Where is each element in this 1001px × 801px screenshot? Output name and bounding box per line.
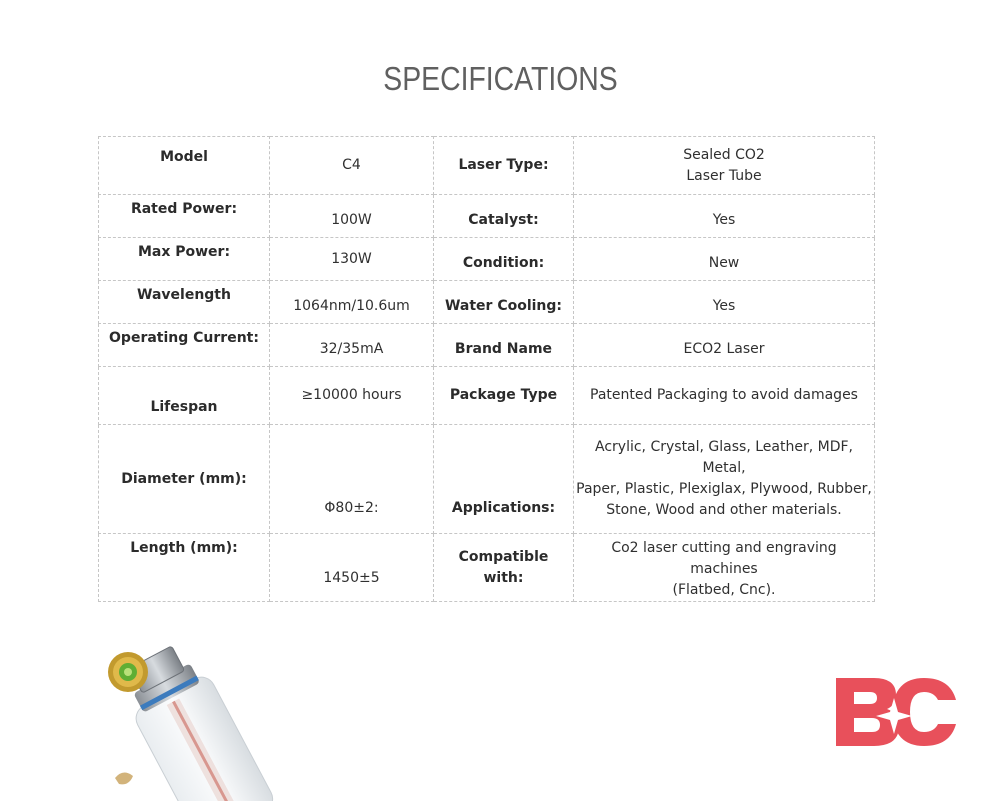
spec-value: 32/35mA (270, 324, 434, 367)
spec-value: 1064nm/10.6um (270, 281, 434, 324)
spec-value: New (574, 238, 875, 281)
spec-value: 1450±5 (270, 534, 434, 602)
spec-value: 130W (270, 238, 434, 281)
bc-logo (834, 674, 958, 750)
spec-label: Condition: (434, 238, 574, 281)
spec-label: Diameter (mm): (99, 425, 270, 534)
laser-tube-image (95, 628, 275, 801)
spec-label: Compatible with: (434, 534, 574, 602)
spec-label: Operating Current: (99, 324, 270, 367)
spec-value (574, 534, 875, 602)
spec-value (574, 425, 875, 534)
table-row (99, 367, 875, 425)
spec-label: Brand Name (434, 324, 574, 367)
table-row (99, 324, 875, 367)
page-title: SPECIFICATIONS (383, 60, 618, 97)
spec-value: C4 (270, 137, 434, 195)
table-row (99, 137, 875, 195)
spec-label: Water Cooling: (434, 281, 574, 324)
table-row (99, 238, 875, 281)
spec-value: Yes (574, 195, 875, 238)
spec-value-line: Laser Tube (686, 167, 762, 184)
spec-value-line: Sealed CO2 (683, 146, 765, 163)
spec-value: 100W (270, 195, 434, 238)
spec-label: Wavelength (99, 281, 270, 324)
table-row (99, 195, 875, 238)
spec-label: Applications: (434, 425, 574, 534)
spec-value-line: Stone, Wood and other materials. (606, 502, 842, 518)
spec-label: Max Power: (99, 238, 270, 281)
spec-value: Patented Packaging to avoid damages (574, 367, 875, 425)
spec-label: Model (99, 137, 270, 195)
spec-value: ≥10000 hours (270, 367, 434, 425)
spec-value (574, 137, 875, 195)
spec-label: Package Type (434, 367, 574, 425)
spec-label: Laser Type: (434, 137, 574, 195)
spec-value-line: (Flatbed, Cnc). (672, 582, 776, 598)
specifications-table (98, 136, 875, 602)
spec-value: Φ80±2: (270, 425, 434, 534)
spec-value-line: Co2 laser cutting and engraving machines (611, 540, 837, 577)
spec-label: Catalyst: (434, 195, 574, 238)
spec-value: Yes (574, 281, 875, 324)
spec-label: Length (mm): (99, 534, 270, 602)
spec-value: ECO2 Laser (574, 324, 875, 367)
spec-label: Rated Power: (99, 195, 270, 238)
table-row (99, 534, 875, 602)
spec-value-line: Acrylic, Crystal, Glass, Leather, MDF, Metal, (595, 439, 853, 476)
spec-label: Lifespan (99, 367, 270, 425)
table-row (99, 281, 875, 324)
table-row (99, 425, 875, 534)
spec-value-line: Paper, Plastic, Plexiglax, Plywood, Rubber, (576, 481, 872, 497)
